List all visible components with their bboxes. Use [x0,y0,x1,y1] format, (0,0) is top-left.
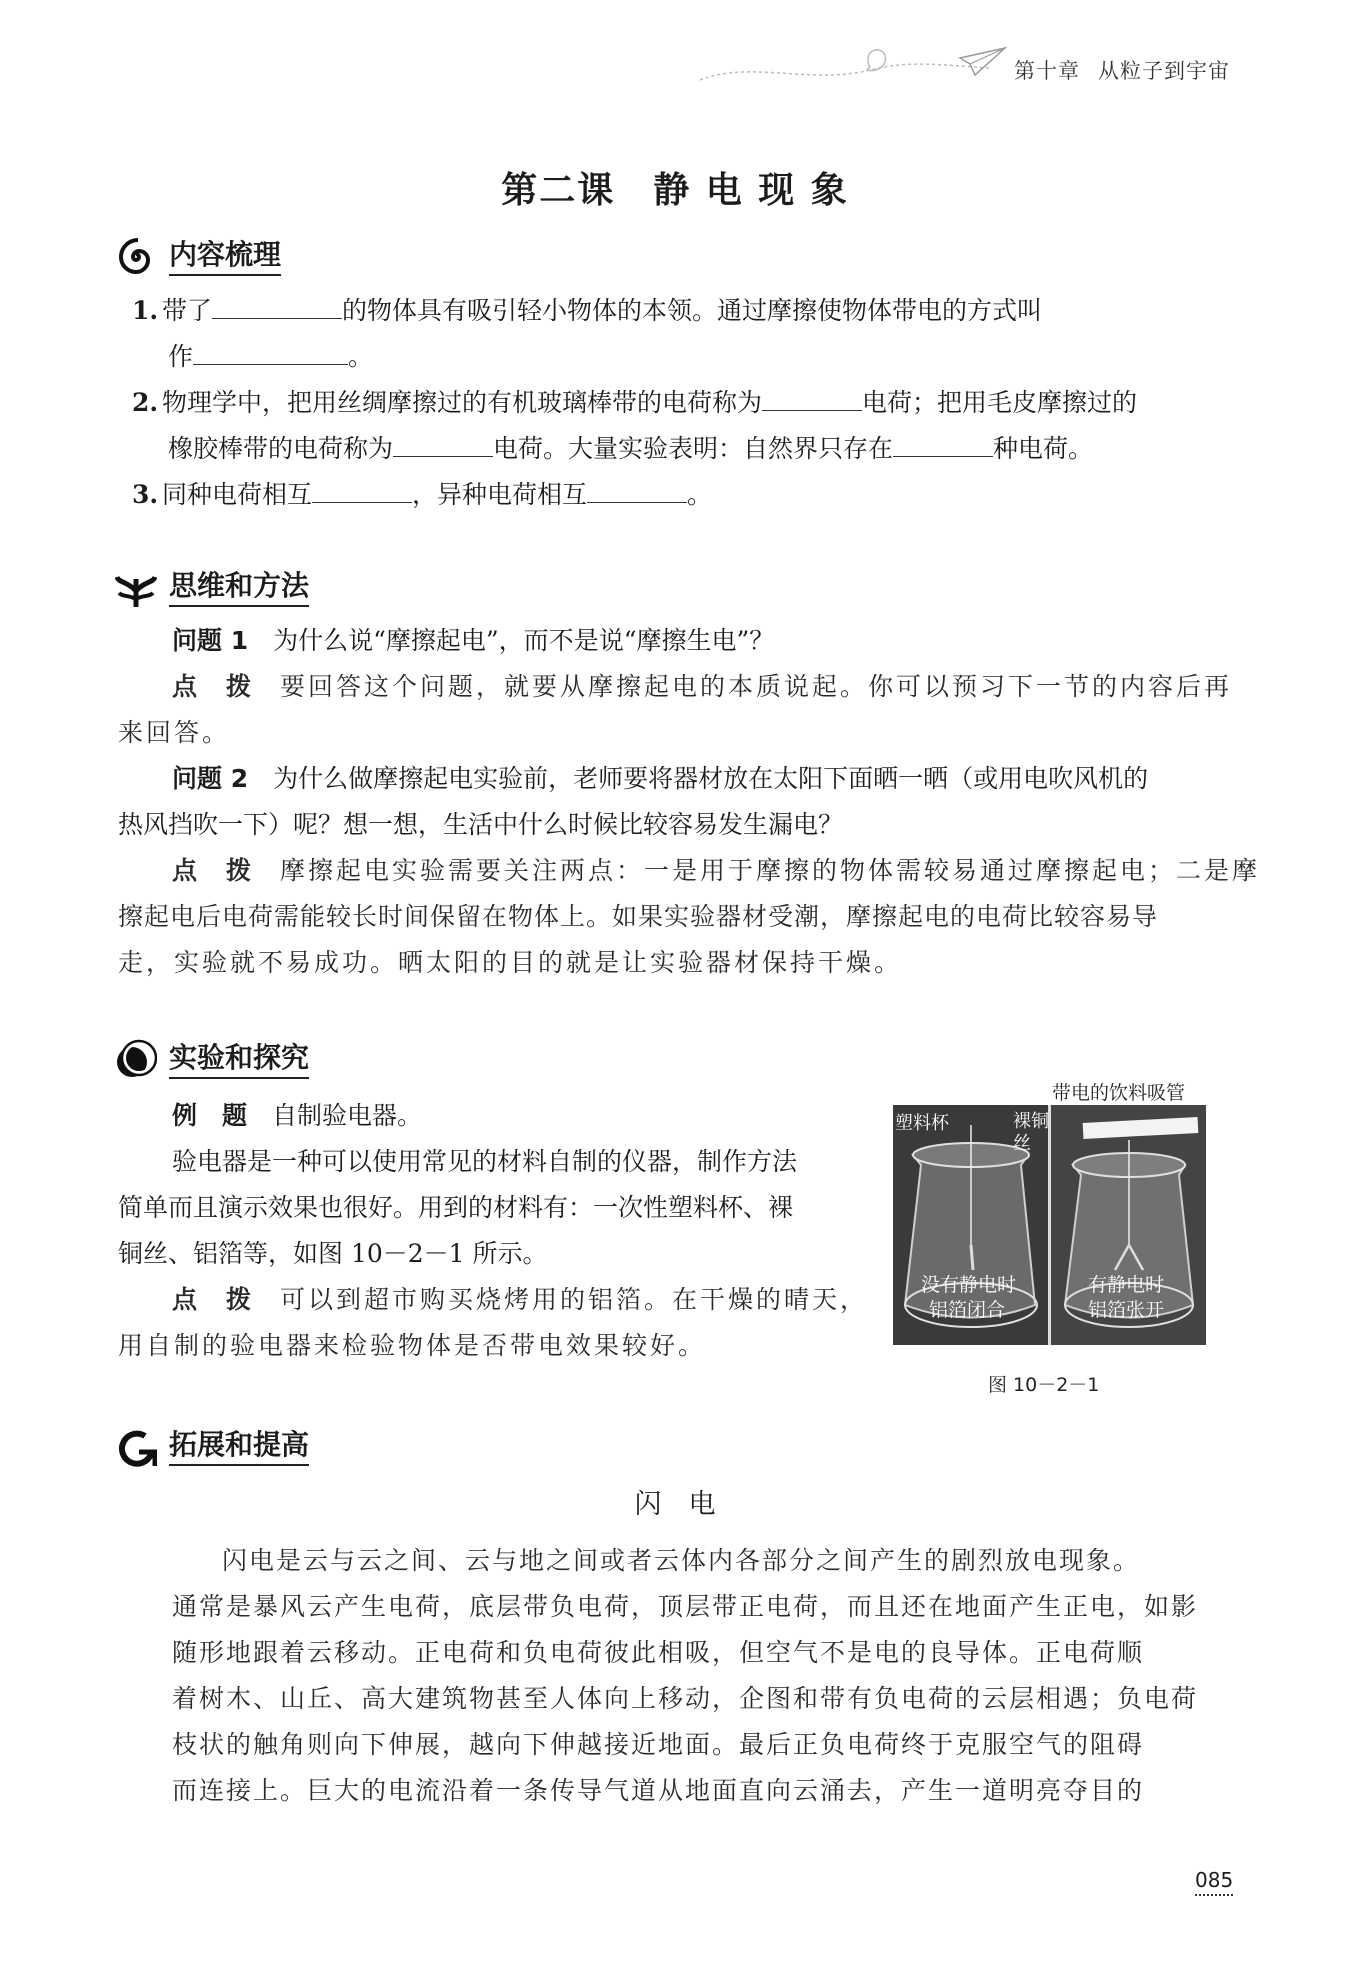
question-1-line-2: 作 。 [168,334,373,380]
hint-2-line-1: 点 拨 摩擦起电实验需要关注两点：一是用于摩擦的物体需较易通过摩擦起电；二是摩 [172,856,1261,885]
electroscope-photo [893,1105,1206,1345]
problem-2-line-1: 问题 2 为什么做摩擦起电实验前，老师要将器材放在太阳下面晒一晒（或用电吹风机的 [172,764,1149,793]
section-title: 思维和方法 [169,569,309,607]
figure-label-cup: 塑料杯 [895,1113,949,1134]
question-3-line: 3. 同种电荷相互 ，异种电荷相互 。 [132,472,712,518]
sprout-icon [115,567,157,609]
figure-label-wire: 裸铜 [1013,1111,1049,1132]
answer-blank[interactable] [762,380,862,411]
article-line-6: 而连接上。巨大的电流沿着一条传导气道从地面直向云涌去，产生一道明亮夺目的 [172,1776,1145,1805]
answer-blank[interactable] [587,472,687,503]
page-number: 085 [1195,1868,1233,1896]
problem-1: 问题 1 为什么说“摩擦起电”，而不是说“摩擦生电”？ [172,626,775,655]
chapter-number: 第十章 [1014,59,1080,83]
example-body-line-2: 简单而且演示效果也很好。用到的材料有：一次性塑料杯、裸 [118,1193,794,1222]
article-title: 闪 电 [634,1489,716,1520]
curved-arrow-icon [115,1426,157,1468]
article-line-5: 枝状的触角则向下伸展，越向下伸越接近地面。最后正负电荷终于克服空气的阻碍 [172,1730,1145,1759]
section-title: 拓展和提高 [169,1428,309,1466]
article-line-3: 随形地跟着云移动。正电荷和负电荷彼此相吸，但空气不是电的良导体。正电荷顺 [172,1638,1145,1667]
hint-2-line-3: 走，实验就不易成功。晒太阳的目的就是让实验器材保持干燥。 [118,948,903,977]
question-1-line-1: 1. 带了 的物体具有吸引轻小物体的本领。通过摩擦使物体带电的方式叫 [132,288,1042,334]
hint-2-line-2: 擦起电后电荷需能较长时间保留在物体上。如果实验器材受潮，摩擦起电的电荷比较容易导 [118,902,1159,931]
example-body-line-1: 验电器是一种可以使用常见的材料自制的仪器，制作方法 [172,1147,798,1176]
figure-label-foil-open: 铝箔张开 [1088,1299,1165,1321]
example-hint-line-1: 点 拨 可以到超市购买烧烤用的铝箔。在干燥的晴天， [172,1285,869,1314]
section-title: 内容梳理 [169,238,281,276]
section-title: 实验和探究 [169,1041,309,1079]
section-heading-method [115,566,309,610]
figure-label-charged: 有静电时 [1088,1274,1165,1296]
problem-2-line-2: 热风挡吹一下）呢？想一想，生活中什么时候比较容易发生漏电？ [118,810,844,839]
figure-label-no-charge: 没有静电时 [921,1274,1017,1296]
section-heading-content [115,235,281,279]
question-2-line-2: 橡胶棒带的电荷称为 电荷。大量实验表明：自然界只存在 种电荷。 [168,426,1093,472]
article-line-2: 通常是暴风云产生电荷，底层带负电荷，顶层带正电荷，而且还在地面产生正电，如影 [172,1592,1199,1621]
article-line-4: 着树木、山丘、高大建筑物甚至人体向上移动，企图和带有负电荷的云层相遇；负电荷 [172,1684,1199,1713]
chapter-title: 从粒子到宇宙 [1098,59,1230,83]
answer-blank[interactable] [193,334,348,365]
figure-label-wire-2: 丝 [1013,1133,1031,1154]
hint-1-line-2: 来回答。 [118,718,231,747]
answer-blank[interactable] [212,288,342,319]
article-line-1: 闪电是云与云之间、云与地之间或者云体内各部分之间产生的剧烈放电现象。 [222,1546,1141,1575]
figure-caption: 图 10－2－1 [988,1374,1100,1396]
example-body-line-3: 铜丝、铝箔等，如图 10－2－1 所示。 [118,1239,548,1268]
figure-label-foil-closed: 铝箔闭合 [929,1299,1006,1321]
answer-blank[interactable] [312,472,412,503]
section-heading-experiment [115,1038,309,1082]
example-hint-line-2: 用自制的验电器来检验物体是否带电效果较好。 [118,1331,707,1360]
section-heading-extension [115,1425,309,1469]
paper-plane-icon [690,40,1010,90]
lesson-title: 第二课 静 电 现 象 [501,170,849,211]
figure-label-straw: 带电的饮料吸管 [1052,1082,1186,1104]
answer-blank[interactable] [893,426,993,457]
page-header [1014,55,1230,85]
hint-1-line-1: 点 拨 要回答这个问题，就要从摩擦起电的本质说起。你可以预习下一节的内容后再 [172,672,1233,701]
spiral-icon [115,236,157,278]
question-2-line-1: 2. 物理学中，把用丝绸摩擦过的有机玻璃棒带的电荷称为 电荷；把用毛皮摩擦过的 [132,380,1137,426]
answer-blank[interactable] [393,426,493,457]
example-line: 例 题 自制验电器。 [172,1101,423,1130]
circles-icon [115,1039,157,1081]
